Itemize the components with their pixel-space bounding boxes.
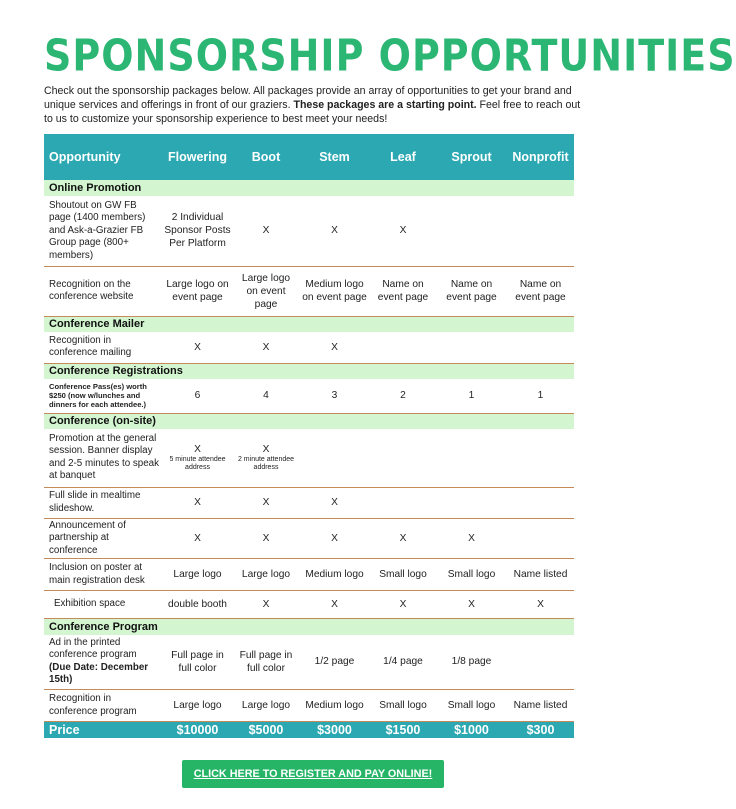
sponsorship-table	[44, 134, 574, 738]
cell-stem: X	[299, 332, 370, 363]
cell-mark: X	[194, 444, 201, 456]
cell-flowering: Large logo	[162, 559, 233, 591]
cell-leaf: 2	[370, 379, 436, 413]
cell-nonprofit: Name on event page	[507, 266, 574, 316]
price-row	[44, 722, 574, 738]
table-row	[44, 487, 574, 518]
cell-nonprofit	[507, 332, 574, 363]
cell-sprout	[436, 429, 507, 487]
cell-leaf	[370, 487, 436, 518]
row-label: Inclusion on poster at main registration desk	[44, 559, 162, 591]
cell-stem: Medium logo	[299, 559, 370, 591]
cell-leaf: Small logo	[370, 690, 436, 722]
cell-stem: Medium logo on event page	[299, 266, 370, 316]
row-label: Exhibition space	[44, 591, 162, 619]
row-label: Recognition in conference mailing	[44, 332, 162, 363]
cell-flowering: X	[162, 518, 233, 559]
cell-boot: X	[233, 518, 299, 559]
cell-boot: X	[233, 487, 299, 518]
cell-nonprofit	[507, 196, 574, 266]
cell-boot: X	[233, 591, 299, 619]
cell-leaf: Small logo	[370, 559, 436, 591]
section-conference-program: Conference Program	[44, 619, 574, 635]
price-label: Price	[44, 722, 162, 738]
cell-flowering: double booth	[162, 591, 233, 619]
price-leaf: $1500	[370, 722, 436, 738]
cell-boot	[233, 429, 299, 487]
cell-flowering: 6	[162, 379, 233, 413]
cell-sprout: Small logo	[436, 690, 507, 722]
cell-flowering: X	[162, 332, 233, 363]
cell-sprout: Name on event page	[436, 266, 507, 316]
cell-note: 2 minute attendee address	[237, 456, 295, 472]
header-boot: Boot	[233, 134, 299, 180]
section-row	[44, 413, 574, 429]
section-conference-registrations: Conference Registrations	[44, 363, 574, 379]
cell-nonprofit: X	[507, 591, 574, 619]
price-boot: $5000	[233, 722, 299, 738]
cell-nonprofit	[507, 518, 574, 559]
header-sprout: Sprout	[436, 134, 507, 180]
cell-flowering	[162, 429, 233, 487]
cell-boot: Large logo on event page	[233, 266, 299, 316]
cell-stem: 3	[299, 379, 370, 413]
cell-nonprofit	[507, 635, 574, 690]
cell-stem: Medium logo	[299, 690, 370, 722]
register-button[interactable]: CLICK HERE TO REGISTER AND PAY ONLINE!	[182, 760, 444, 788]
section-row	[44, 619, 574, 635]
cell-leaf: Name on event page	[370, 266, 436, 316]
intro-text-b: Feel free to reach out to us to customize your sponsorship experience to best meet your needs!	[44, 99, 581, 126]
cell-stem: 1/2 page	[299, 635, 370, 690]
cell-sprout	[436, 332, 507, 363]
cell-flowering: 2 Individual Sponsor Posts Per Platform	[162, 196, 233, 266]
cell-sprout: X	[436, 591, 507, 619]
cell-nonprofit	[507, 429, 574, 487]
cell-boot: X	[233, 332, 299, 363]
table-row	[44, 196, 574, 266]
section-row	[44, 316, 574, 332]
cell-boot: Large logo	[233, 559, 299, 591]
intro-paragraph	[44, 84, 584, 127]
table-row	[44, 559, 574, 591]
cell-mark: X	[262, 444, 270, 456]
cell-sprout: Small logo	[436, 559, 507, 591]
cell-nonprofit	[507, 487, 574, 518]
intro-text-a: Check out the sponsorship packages below. All packages provide an array of opportunities to get your brand and unique services and offerings in front of our graziers.	[44, 85, 572, 112]
table-row	[44, 332, 574, 363]
table-row	[44, 379, 574, 413]
row-label: Conference Pass(es) worth $250 (now w/lunches and dinners for each attendee.)	[44, 379, 162, 413]
cell-boot: Full page in full color	[233, 635, 299, 690]
table-row	[44, 266, 574, 316]
header-nonprofit: Nonprofit	[507, 134, 574, 180]
table-header-row	[44, 134, 574, 180]
cell-nonprofit: Name listed	[507, 690, 574, 722]
row-label: Recognition on the conference website	[44, 266, 162, 316]
row-label-text: Ad in the printed conference program	[49, 636, 137, 661]
table-row	[44, 591, 574, 619]
cell-stem: X	[299, 487, 370, 518]
cell-leaf	[370, 429, 436, 487]
cell-boot: X	[233, 196, 299, 266]
header-opportunity: Opportunity	[44, 134, 162, 180]
header-stem: Stem	[299, 134, 370, 180]
cell-flowering: Large logo on event page	[162, 266, 233, 316]
price-sprout: $1000	[436, 722, 507, 738]
cell-boot: Large logo	[233, 690, 299, 722]
row-label: Recognition in conference program	[44, 690, 162, 722]
page-title: SPONSORSHIP OPPORTUNITIES	[44, 30, 736, 81]
cell-leaf	[370, 332, 436, 363]
cell-flowering: Full page in full color	[162, 635, 233, 690]
section-online-promotion: Online Promotion	[44, 180, 574, 196]
table-row	[44, 429, 574, 487]
row-label	[44, 635, 162, 690]
cell-sprout: 1/8 page	[436, 635, 507, 690]
section-conference-onsite: Conference (on-site)	[44, 413, 574, 429]
cell-sprout	[436, 196, 507, 266]
cell-stem	[299, 429, 370, 487]
table-row	[44, 635, 574, 690]
intro-text-bold: These packages are a starting point.	[293, 99, 477, 112]
cell-stem: X	[299, 591, 370, 619]
cell-boot: 4	[233, 379, 299, 413]
cell-sprout	[436, 487, 507, 518]
cell-sprout: 1	[436, 379, 507, 413]
cell-leaf: X	[370, 591, 436, 619]
cell-nonprofit: Name listed	[507, 559, 574, 591]
section-row	[44, 363, 574, 379]
cell-flowering: Large logo	[162, 690, 233, 722]
cell-flowering: X	[162, 487, 233, 518]
section-row	[44, 180, 574, 196]
cell-leaf: X	[370, 518, 436, 559]
price-flowering: $10000	[162, 722, 233, 738]
table-row	[44, 518, 574, 559]
cell-note: 5 minute attendee address	[169, 456, 226, 472]
cell-stem: X	[299, 518, 370, 559]
row-label: Promotion at the general session. Banner display and 2-5 minutes to speak at banquet	[44, 429, 162, 487]
cell-leaf: 1/4 page	[370, 635, 436, 690]
row-label: Full slide in mealtime slideshow.	[44, 487, 162, 518]
table-row	[44, 690, 574, 722]
cell-leaf: X	[370, 196, 436, 266]
cell-nonprofit: 1	[507, 379, 574, 413]
row-label-due-date: (Due Date: December 15th)	[49, 661, 149, 686]
section-conference-mailer: Conference Mailer	[44, 316, 574, 332]
header-flowering: Flowering	[162, 134, 233, 180]
price-stem: $3000	[299, 722, 370, 738]
header-leaf: Leaf	[370, 134, 436, 180]
cell-sprout: X	[436, 518, 507, 559]
row-label: Shoutout on GW FB page (1400 members) and Ask-a-Grazier FB Group page (800+ members)	[44, 196, 162, 266]
row-label: Announcement of partnership at conference	[44, 518, 162, 559]
cell-stem: X	[299, 196, 370, 266]
price-nonprofit: $300	[507, 722, 574, 738]
